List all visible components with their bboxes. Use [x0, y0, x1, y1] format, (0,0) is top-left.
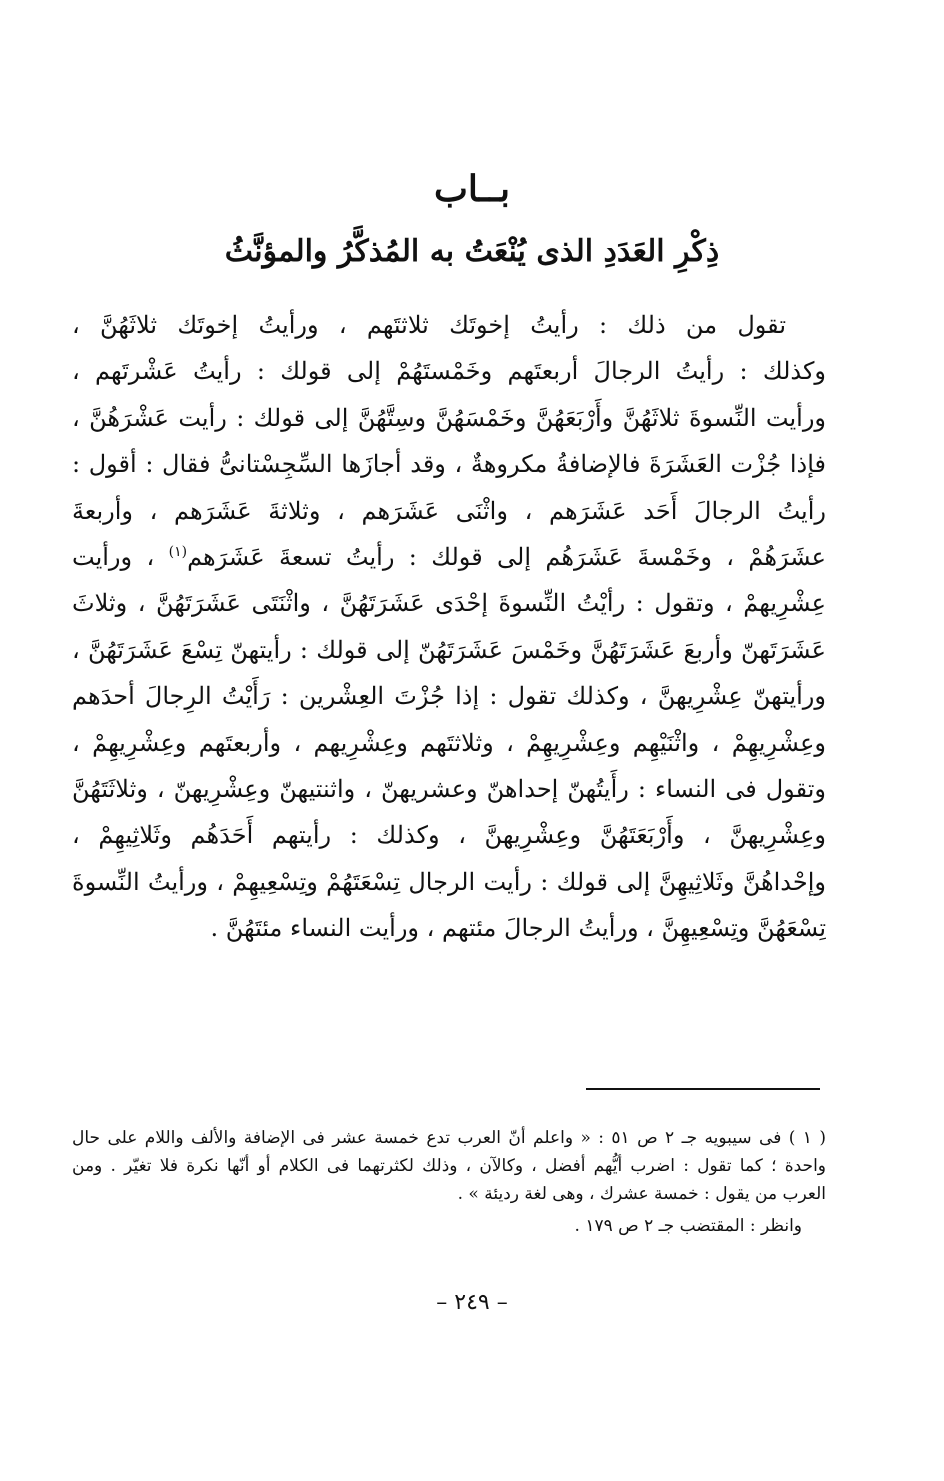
body-line: تِسْعَهُنَّ وتِسْعِيهِنَّ ، ورأيتُ الرجالَ مئتهم ، ورأيت النساء مئتَهُنَّ . [210, 914, 826, 943]
body-text [72, 302, 826, 951]
body-line: تقول من ذلك : رأيتُ إخوتَك ثلاثتَهم ، ورأيتُ إخوتَك ثلاثَهُنَّ ، [72, 311, 787, 339]
body-line-with-footnote [72, 534, 826, 580]
body-line: فإذا جُزْت العَشَرَةَ فالإضافةُ مكروهةٌ ، وقد أجازَها السِّجِسْتانىُّ فقال : أقول : [72, 450, 826, 479]
body-line-text: عشَرَهُمْ ، وخَمْسةَ عَشَرَهُم إلى قولك : رأيتُ تسعةَ عَشَرَهم [187, 542, 826, 571]
footnote-line: ( ١ ) فى سيبويه جـ ٢ ص ٥١ : « واعلم أنّ العرب تدع خمسة عشر فى الإضافة والألف واللام على حال [72, 1128, 826, 1148]
body-line: وتقول فى النساء : رأَيتُهنّ إحداهنّ وعشريهنّ ، واثنتيهنّ وعِشْرِيهنّ ، وثلاثَتَهُنَّ [72, 774, 826, 803]
footnote-reference: وانظر : المقتضب جـ ٢ ص ١٧٩ . [574, 1216, 802, 1236]
body-line: رأيتُ الرجالَ أَحَد عَشَرَهم ، واثْنَى عَشَرَهم ، وثلاثةَ عَشَرَهم ، وأربعةَ [72, 496, 826, 525]
footnote-line: واحدة ؛ كما تقول : اضرب أيُّهم أفضل ، وكالآن ، وذلك لكثرتهما فى الكلام أو أنّها نكرة فلا تغيّر . ومن [72, 1156, 826, 1176]
chapter-title: ذِكْرِ العَدَدِ الذى يُنْعَتُ به المُذكَّرُ والمؤنَّثُ [224, 234, 720, 269]
footnote-line: العرب من يقول : خمسة عشرك ، وهى لغة رديئة » . [457, 1184, 826, 1204]
body-line: وكذلك : رأيتُ الرجالَ أربعتَهم وخَمْستَهُمْ إلى قولك : رأيتُ عَشْرتَهم ، [72, 357, 826, 386]
body-line: عِشْرِيهمْ ، وتقول : رأيْتُ النِّسوةَ إحْدَى عَشَرَتَهُنَّ ، واثْنَتَى عَشَرَتَهُنَّ ، وثلاثَ [72, 589, 826, 618]
footnote-divider [586, 1088, 820, 1090]
body-line: عَشَرَتَهنّ وأربعَ عَشَرَتَهُنَّ وخَمْسَ عَشَرَتَهُنّ إلى قولك : رأيتهنّ تِسْعَ عَشَرَتَهُنَّ ، [72, 635, 826, 664]
body-line: وعِشْرِيهنَّ ، وأَرْبَعَتَهُنَّ وعِشْرِيهنَّ ، وكذلك : رأيتهم أَحَدَهُم وثَلاثِيهِمْ ، [72, 821, 826, 850]
chapter-heading: بــاب [434, 168, 510, 210]
body-line: وعِشْرِيهِمْ ، واثْنَيْهِم وعِشْرِيهِمْ ، وثلاثتَهم وعِشْرِيهم ، وأربعتَهم وعِشْرِيهِمْ ، [72, 728, 826, 757]
body-line: وإحْداهُنَّ وثَلاثِيهِنَّ إلى قولك : رأيت الرجال تِسْعَتَهُمْ وتِسْعِيهِمْ ، ورأيتُ النِّسوةَ [72, 867, 826, 896]
body-line: ورأيتهنّ عِشْرِيهنَّ ، وكذلك تقول : إذا جُزْتَ العِشْرين : رَأَيْتُ الرِجالَ أحدَهم [72, 682, 826, 711]
page-number: – ٢٤٩ – [436, 1290, 508, 1315]
footnotes [72, 1124, 826, 1240]
body-line: ورأيت النِّسوةَ ثلاثَهُنَّ وأَرْبَعَهُنَّ وخَمْسَهُنَّ وسِتَّهُنَّ إلى قولك : رأيت عَشْرَهُنَّ ، [72, 403, 826, 432]
footnote-marker: (١) [168, 543, 188, 560]
body-line-tail: ، ورأيت [72, 542, 155, 571]
